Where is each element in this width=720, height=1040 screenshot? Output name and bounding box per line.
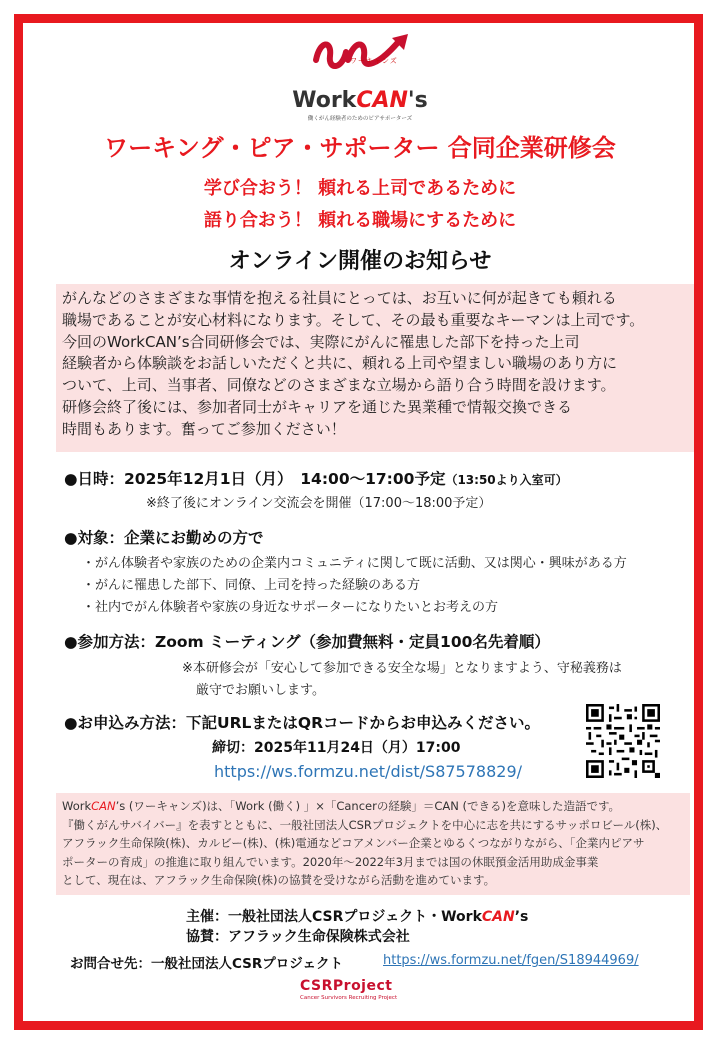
logo-wordmark [0,88,720,113]
csr-project-logo [300,978,430,1006]
logo-word-work: Work [292,88,357,113]
intro-line: 今回のWorkCAN’s合同研修会では、実際にがんに罹患した部下を持った上司 [62,332,580,351]
host-suffix: ’s [514,909,529,925]
application-url-link[interactable]: https://ws.formzu.net/dist/S87578829/ [214,762,523,781]
csr-logo-main: CSRProject [300,978,393,994]
contact-label: お問合せ先：一般社団法人CSRプロジェクト [70,956,344,972]
logo-tagline: 働くがん経験者のためのピアサポーターズ [307,116,413,122]
qr-code-icon[interactable] [586,704,660,778]
intro-line: 経験者から体験談をお話しいただくと共に、頼れる上司や望ましい職場のあり方に [62,354,618,373]
intro-line: 職場であることが安心材料になります。そして、その最も重要なキーマンは上司です。 [62,310,645,329]
target-item: ・がん体験者や家族のための企業内コミュニティに関して既に活動、又は関心・興味がある方 [82,556,627,571]
about-line: 『働くがんサバイバー』を表すとともに、一般社団法人CSRプロジェクトを中心に志を共にするサッポロビール(株)、 [62,817,668,832]
intro-line: 研修会終了後には、参加者同士がキャリアを通じた異業種で情報交換できる [62,397,573,416]
method-heading: ●参加方法：Zoom ミーティング（参加費無料・定員100名先着順） [64,633,550,651]
intro-line: ついて、上司、当事者、同僚などのさまざまな立場から語り合う時間を設けます。 [62,376,616,395]
about-line: アフラック生命保険(株)、カルビー(株)、(株)電通などコアメンバー企業とゆるくつながりながら、「企業内ピアサ [62,836,645,850]
intro-line: 時間もあります。奮ってご参加ください！ [62,419,346,438]
intro-panel [56,284,694,452]
date-note: ※終了後にオンライン交流会を開催（17:00～18:00予定） [146,496,492,511]
logo-word-s: 's [407,88,428,113]
date-text: ●日時：2025年12月1日（月） 14:00～17:00予定 [64,470,446,488]
subtitle-talk: 語り合おう！ 頼れる職場にするために [203,210,517,231]
csr-logo-sub: Cancer Survivors Recruiting Project [300,995,398,1001]
deadline: 締切：2025年11月24日（月）17:00 [212,740,461,756]
method-note: ※本研修会が「安心して参加できる安全な場」となりますよう、守秘義務は [182,661,622,676]
contact-url-link[interactable]: https://ws.formzu.net/fgen/S18944969/ [383,953,639,968]
intro-line: がんなどのさまざまな事情を抱える社員にとっては、お互いに何が起きても頼れる [62,289,617,307]
about-rest: ’s (ワーキャンズ)は、「Work (働く) 」×「Cancerの経験」＝CAN (できる)を意味した造語です。 [115,799,621,813]
entry-time: （13:50より入室可） [445,473,568,487]
subtitle-learn: 学び合おう！ 頼れる上司であるために [203,178,517,199]
online-notice-heading: オンライン開催のお知らせ [228,249,492,274]
target-item: ・社内でがん体験者や家族の身近なサポーターになりたいとお考えの方 [82,600,499,615]
logo-word-can: CAN [356,88,408,113]
method-note: 厳守でお願いします。 [196,683,325,698]
host-prefix: 主催：一般社団法人CSRプロジェクト・Work [186,909,482,925]
logo-kana: ワーキャンズ [350,57,398,65]
about-can: CAN [91,799,116,813]
about-line [62,797,684,816]
target-item: ・がんに罹患した部下、同僚、上司を持った経験のある方 [82,578,421,593]
sponsor: 協賛：アフラック生命保険株式会社 [186,929,410,945]
about-line: として、現在は、アフラック生命保険(株)の協賛を受けながら活動を進めています。 [62,873,496,887]
about-line: ポーターの育成」の推進に取り組んでいます。2020年～2022年3月までは国の休眠預金活用助成金事業 [62,854,599,869]
page-title: ワーキング・ピア・サポーター 合同企業研修会 [104,134,616,162]
date-heading [64,467,568,489]
apply-heading: ●お申込み方法：下記URLまたはQRコードからお申込みください。 [64,714,541,732]
about-work: Work [62,799,92,813]
about-panel [56,793,690,895]
target-heading: ●対象：企業にお勤めの方で [64,529,264,547]
host [186,906,528,926]
host-can: CAN [481,909,515,925]
